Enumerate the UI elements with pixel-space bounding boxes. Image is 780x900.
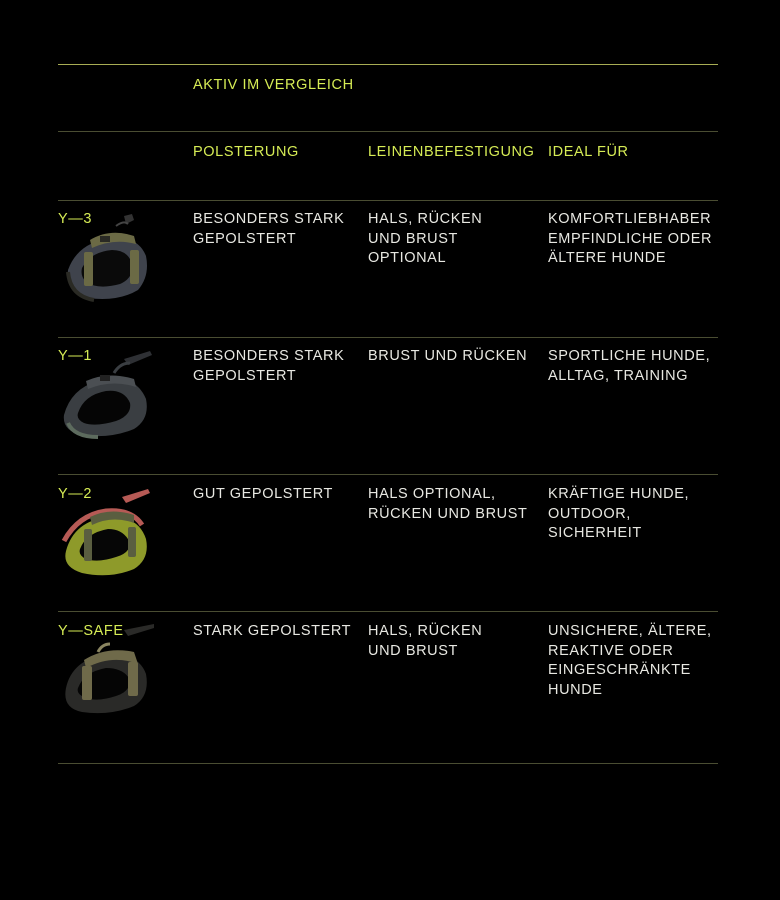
padding-value: BESONDERS STARK GEPOLSTERT xyxy=(193,348,345,384)
ideal-value: SPORTLICHE HUNDE, ALLTAG, TRAINING xyxy=(548,348,711,384)
column-header-leash: LEINENBEFESTIGUNG xyxy=(368,144,535,160)
padding-value: GUT GEPOLSTERT xyxy=(193,486,334,502)
row-divider xyxy=(58,611,718,612)
top-rule xyxy=(58,64,718,65)
model-name: Y—2 xyxy=(58,486,93,502)
row-divider xyxy=(58,474,718,475)
column-header-ideal: IDEAL FÜR xyxy=(548,144,629,160)
dog-harness-grey-icon xyxy=(54,349,154,441)
dog-harness-olive-grey-icon xyxy=(54,212,154,304)
model-name: Y—SAFE xyxy=(58,623,124,639)
dog-harness-red-lime-icon xyxy=(54,487,154,579)
section-title: AKTIV IM VERGLEICH xyxy=(193,77,354,93)
row-divider xyxy=(58,337,718,338)
bottom-rule xyxy=(58,763,718,764)
leash-value: HALS, RÜCKEN UND BRUST xyxy=(368,623,483,659)
leash-value: HALS, RÜCKEN UND BRUST OPTIONAL xyxy=(368,211,483,266)
padding-value: STARK GEPOLSTERT xyxy=(193,623,352,639)
ideal-value: KRÄFTIGE HUNDE, OUTDOOR, SICHERHEIT xyxy=(548,486,690,541)
model-name: Y—3 xyxy=(58,211,93,227)
padding-value: BESONDERS STARK GEPOLSTERT xyxy=(193,211,345,247)
leash-value: BRUST UND RÜCKEN xyxy=(368,348,528,364)
leash-value: HALS OPTIONAL, RÜCKEN UND BRUST xyxy=(368,486,528,522)
ideal-value: UNSICHERE, ÄLTERE, REAKTIVE ODER EINGESCHRÄNKTE HUNDE xyxy=(548,623,712,698)
ideal-value: KOMFORTLIEBHABER EMPFINDLICHE ODER ÄLTERE HUNDE xyxy=(548,211,713,266)
header-rule xyxy=(58,131,718,132)
column-header-rule xyxy=(58,200,718,201)
model-name: Y—1 xyxy=(58,348,93,364)
column-header-padding: POLSTERUNG xyxy=(193,144,299,160)
dog-harness-khaki-black-icon xyxy=(54,624,154,716)
